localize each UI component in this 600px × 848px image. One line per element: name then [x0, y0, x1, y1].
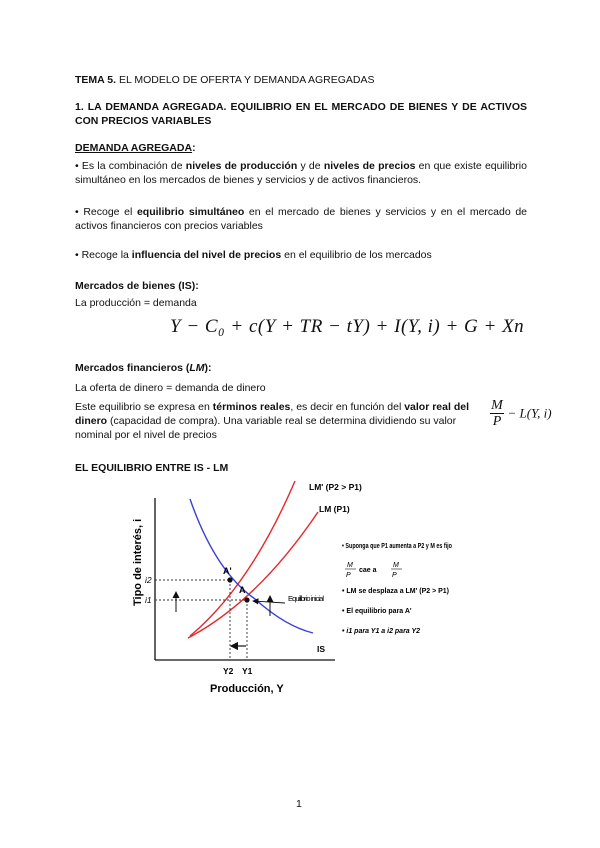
financieros-title-post: ): [204, 362, 212, 374]
point-a-label: A [239, 585, 246, 595]
demanda-title-colon: : [192, 142, 196, 154]
note-frac-2-den: P [392, 572, 397, 579]
note-2: cae a [359, 567, 377, 574]
bullet-2-pre: • Recoge el [75, 206, 137, 218]
note-4: • El equilibrio para A' [342, 608, 412, 615]
note-3: • LM se desplaza a LM' (P2 > P1) [342, 588, 450, 595]
bullet-2-bold: equilibrio simultáneo [136, 206, 245, 218]
bullet-1-mid: y de [297, 160, 324, 172]
demanda-title [75, 141, 196, 155]
bullet-3-bold: influencia del nivel de precios [131, 249, 282, 261]
financieros-title-pre: Mercados financieros ( [75, 362, 190, 374]
is-lm-chart [110, 476, 490, 698]
note-frac-1-den: P [346, 572, 351, 579]
financieros-paragraph [75, 400, 470, 442]
lm-prime-label: LM' (P2 > P1) [309, 482, 362, 492]
point-a [244, 597, 249, 602]
financieros-p-post: (capacidad de compra). Una variable real se determina dividiendo su valor nominal por el nivel de precios [75, 415, 457, 441]
note-5: • i1 para Y1 a i2 para Y2 [342, 628, 421, 635]
note-frac-1-num: M [347, 562, 353, 569]
money-formula [490, 398, 552, 429]
page-number: 1 [296, 798, 302, 810]
note-frac-2-num: M [393, 562, 399, 569]
financieros-line: La oferta de dinero = demanda de dinero [75, 382, 266, 394]
bullet-1-bold-2: niveles de precios [323, 160, 416, 172]
equilibrio-annotation: Equilibrio inicial [288, 594, 324, 603]
point-a-prime-label: A' [223, 566, 232, 576]
bullet-1-bold-1: niveles de producción [185, 160, 298, 172]
tick-i1: i1 [145, 595, 152, 605]
tick-y1: Y1 [242, 666, 253, 676]
fraction-numerator: M [491, 398, 503, 413]
series-lm-prime-curve [190, 481, 295, 636]
financieros-p-bold-2: valor real del dinero [75, 401, 469, 427]
is-label: IS [317, 644, 326, 654]
demanda-title-text: DEMANDA AGREGADA [75, 142, 193, 154]
point-a-prime [227, 577, 232, 582]
bullet-2-post: en el mercado de bienes y servicios y en el mercado de activos financieros con precios variables [75, 206, 527, 232]
bullet-2 [75, 205, 527, 233]
note-fraction-2 [391, 562, 402, 579]
money-fraction [490, 398, 504, 429]
section-heading: 1. LA DEMANDA AGREGADA. EQUILIBRIO EN EL MERCADO DE BIENES Y DE ACTIVOS CON PRECIOS VARIABLES [75, 101, 527, 127]
lm-label: LM (P1) [319, 504, 350, 514]
bullet-1-post: en que existe equilibrio simultáneo en los mercados de bienes y servicios y de activos financieros. [75, 160, 527, 186]
fraction-denominator: P [492, 414, 502, 429]
tema-title: EL MODELO DE OFERTA Y DEMANDA AGREGADAS [118, 74, 375, 86]
tick-y2: Y2 [223, 666, 234, 676]
x-axis-label: Producción, Y [210, 683, 284, 695]
financieros-title-em: LM [189, 362, 205, 374]
bullet-1-pre: • Es la combinación de [75, 160, 186, 172]
is-formula: Y − C₀ + c(Y + TR − tY) + I(Y, i) + G + Xn [170, 316, 525, 337]
tema-label: TEMA 5. [75, 74, 117, 86]
financieros-title [75, 361, 212, 375]
bullet-1 [75, 159, 527, 187]
bullet-3-post: en el equilibrio de los mercados [281, 249, 432, 261]
financieros-p-mid: , es decir en función del [290, 401, 405, 413]
fraction-rest: − L(Y, i) [507, 405, 552, 421]
y-axis-label: Tipo de interés, i [132, 518, 144, 606]
bullet-3 [75, 248, 527, 262]
note-fraction-1 [345, 562, 356, 579]
tema-header [75, 73, 535, 87]
series-is-curve [190, 499, 313, 633]
bienes-title: Mercados de bienes (IS): [75, 280, 199, 292]
financieros-p-pre: Este equilibrio se expresa en [75, 401, 213, 413]
note-1: • Suponga que P1 aumenta a P2 y M es fijo [342, 543, 452, 550]
financieros-p-bold-1: términos reales [212, 401, 291, 413]
bullet-3-pre: • Recoge la [75, 249, 132, 261]
tick-i2: i2 [145, 575, 152, 585]
equilibrio-title: EL EQUILIBRIO ENTRE IS - LM [75, 462, 229, 474]
bienes-line: La producción = demanda [75, 297, 197, 309]
